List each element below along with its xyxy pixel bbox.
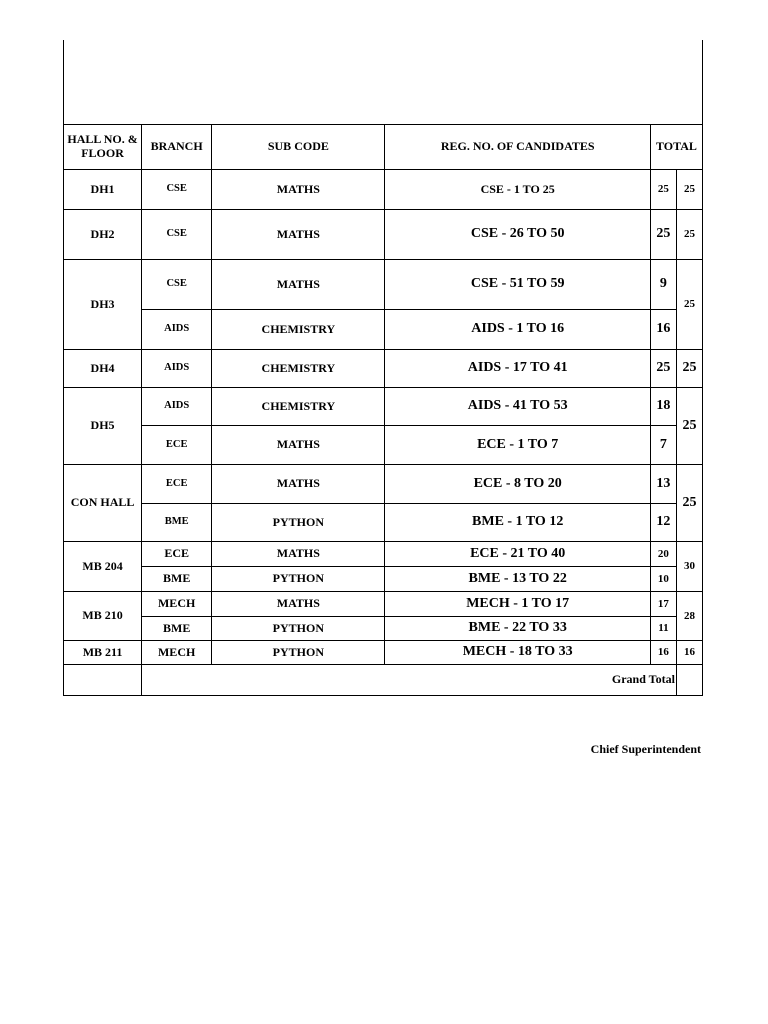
hall-cell: MB 211 xyxy=(64,641,142,665)
reg-cell: ECE - 1 TO 7 xyxy=(385,426,650,465)
reg-cell: ECE - 8 TO 20 xyxy=(385,465,650,504)
subject-cell: PYTHON xyxy=(212,504,385,542)
subject-cell: MATHS xyxy=(212,542,385,567)
count-cell: 7 xyxy=(650,426,676,465)
table-row xyxy=(64,567,703,592)
hall-total-cell: 25 xyxy=(676,350,702,388)
table-row xyxy=(64,260,703,310)
grand-total-row xyxy=(64,665,703,696)
subject-cell: CHEMISTRY xyxy=(212,310,385,350)
table-row xyxy=(64,504,703,542)
hall-total-cell: 25 xyxy=(676,210,702,260)
hall-total-cell: 16 xyxy=(676,641,702,665)
branch-cell: BME xyxy=(142,504,212,542)
table-row xyxy=(64,617,703,641)
reg-cell: BME - 1 TO 12 xyxy=(385,504,650,542)
hall-total-cell: 25 xyxy=(676,170,702,210)
count-cell: 16 xyxy=(650,310,676,350)
count-cell: 12 xyxy=(650,504,676,542)
hall-cell: DH4 xyxy=(64,350,142,388)
reg-cell: CSE - 51 TO 59 xyxy=(385,260,650,310)
hall-cell: MB 204 xyxy=(64,542,142,592)
count-cell: 18 xyxy=(650,388,676,426)
reg-cell: CSE - 1 TO 25 xyxy=(385,170,650,210)
seating-sheet xyxy=(63,40,703,696)
count-cell: 25 xyxy=(650,210,676,260)
header-reg-no: REG. NO. OF CANDIDATES xyxy=(385,125,650,170)
reg-cell: AIDS - 1 TO 16 xyxy=(385,310,650,350)
table-row xyxy=(64,465,703,504)
grand-total-blank-cell xyxy=(64,665,142,696)
subject-cell: MATHS xyxy=(212,592,385,617)
count-cell: 25 xyxy=(650,170,676,210)
blank-header-area xyxy=(63,40,703,124)
count-cell: 17 xyxy=(650,592,676,617)
hall-cell: CON HALL xyxy=(64,465,142,542)
branch-cell: AIDS xyxy=(142,388,212,426)
subject-cell: MATHS xyxy=(212,260,385,310)
grand-total-value-cell xyxy=(676,665,702,696)
hall-total-cell: 30 xyxy=(676,542,702,592)
branch-cell: MECH xyxy=(142,592,212,617)
branch-cell: BME xyxy=(142,617,212,641)
table-row xyxy=(64,310,703,350)
count-cell: 13 xyxy=(650,465,676,504)
reg-cell: CSE - 26 TO 50 xyxy=(385,210,650,260)
hall-total-cell: 28 xyxy=(676,592,702,641)
hall-total-cell: 25 xyxy=(676,465,702,542)
reg-cell: BME - 22 TO 33 xyxy=(385,617,650,641)
hall-cell: DH2 xyxy=(64,210,142,260)
header-row xyxy=(64,125,703,170)
branch-cell: MECH xyxy=(142,641,212,665)
reg-cell: AIDS - 17 TO 41 xyxy=(385,350,650,388)
reg-cell: ECE - 21 TO 40 xyxy=(385,542,650,567)
reg-cell: BME - 13 TO 22 xyxy=(385,567,650,592)
subject-cell: PYTHON xyxy=(212,567,385,592)
seating-table xyxy=(63,124,703,696)
count-cell: 20 xyxy=(650,542,676,567)
header-hall: HALL NO. & FLOOR xyxy=(64,125,142,170)
reg-cell: MECH - 18 TO 33 xyxy=(385,641,650,665)
table-row xyxy=(64,350,703,388)
count-cell: 10 xyxy=(650,567,676,592)
branch-cell: AIDS xyxy=(142,310,212,350)
reg-cell: MECH - 1 TO 17 xyxy=(385,592,650,617)
branch-cell: AIDS xyxy=(142,350,212,388)
table-row xyxy=(64,426,703,465)
subject-cell: CHEMISTRY xyxy=(212,388,385,426)
count-cell: 16 xyxy=(650,641,676,665)
header-total: TOTAL xyxy=(650,125,702,170)
subject-cell: PYTHON xyxy=(212,641,385,665)
subject-cell: MATHS xyxy=(212,465,385,504)
table-row xyxy=(64,170,703,210)
branch-cell: ECE xyxy=(142,465,212,504)
count-cell: 11 xyxy=(650,617,676,641)
branch-cell: CSE xyxy=(142,210,212,260)
table-row xyxy=(64,592,703,617)
reg-cell: AIDS - 41 TO 53 xyxy=(385,388,650,426)
table-row xyxy=(64,388,703,426)
branch-cell: ECE xyxy=(142,426,212,465)
branch-cell: BME xyxy=(142,567,212,592)
hall-cell: DH3 xyxy=(64,260,142,350)
table-row xyxy=(64,210,703,260)
subject-cell: MATHS xyxy=(212,210,385,260)
grand-total-label: Grand Total xyxy=(142,665,677,696)
subject-cell: CHEMISTRY xyxy=(212,350,385,388)
hall-cell: DH5 xyxy=(64,388,142,465)
subject-cell: MATHS xyxy=(212,426,385,465)
hall-cell: MB 210 xyxy=(64,592,142,641)
hall-total-cell: 25 xyxy=(676,388,702,465)
count-cell: 25 xyxy=(650,350,676,388)
branch-cell: CSE xyxy=(142,170,212,210)
subject-cell: PYTHON xyxy=(212,617,385,641)
chief-superintendent-signature: Chief Superintendent xyxy=(590,742,701,756)
header-sub-code: SUB CODE xyxy=(212,125,385,170)
branch-cell: CSE xyxy=(142,260,212,310)
branch-cell: ECE xyxy=(142,542,212,567)
table-row xyxy=(64,542,703,567)
hall-total-cell: 25 xyxy=(676,260,702,350)
table-row xyxy=(64,641,703,665)
hall-cell: DH1 xyxy=(64,170,142,210)
header-branch: BRANCH xyxy=(142,125,212,170)
count-cell: 9 xyxy=(650,260,676,310)
subject-cell: MATHS xyxy=(212,170,385,210)
